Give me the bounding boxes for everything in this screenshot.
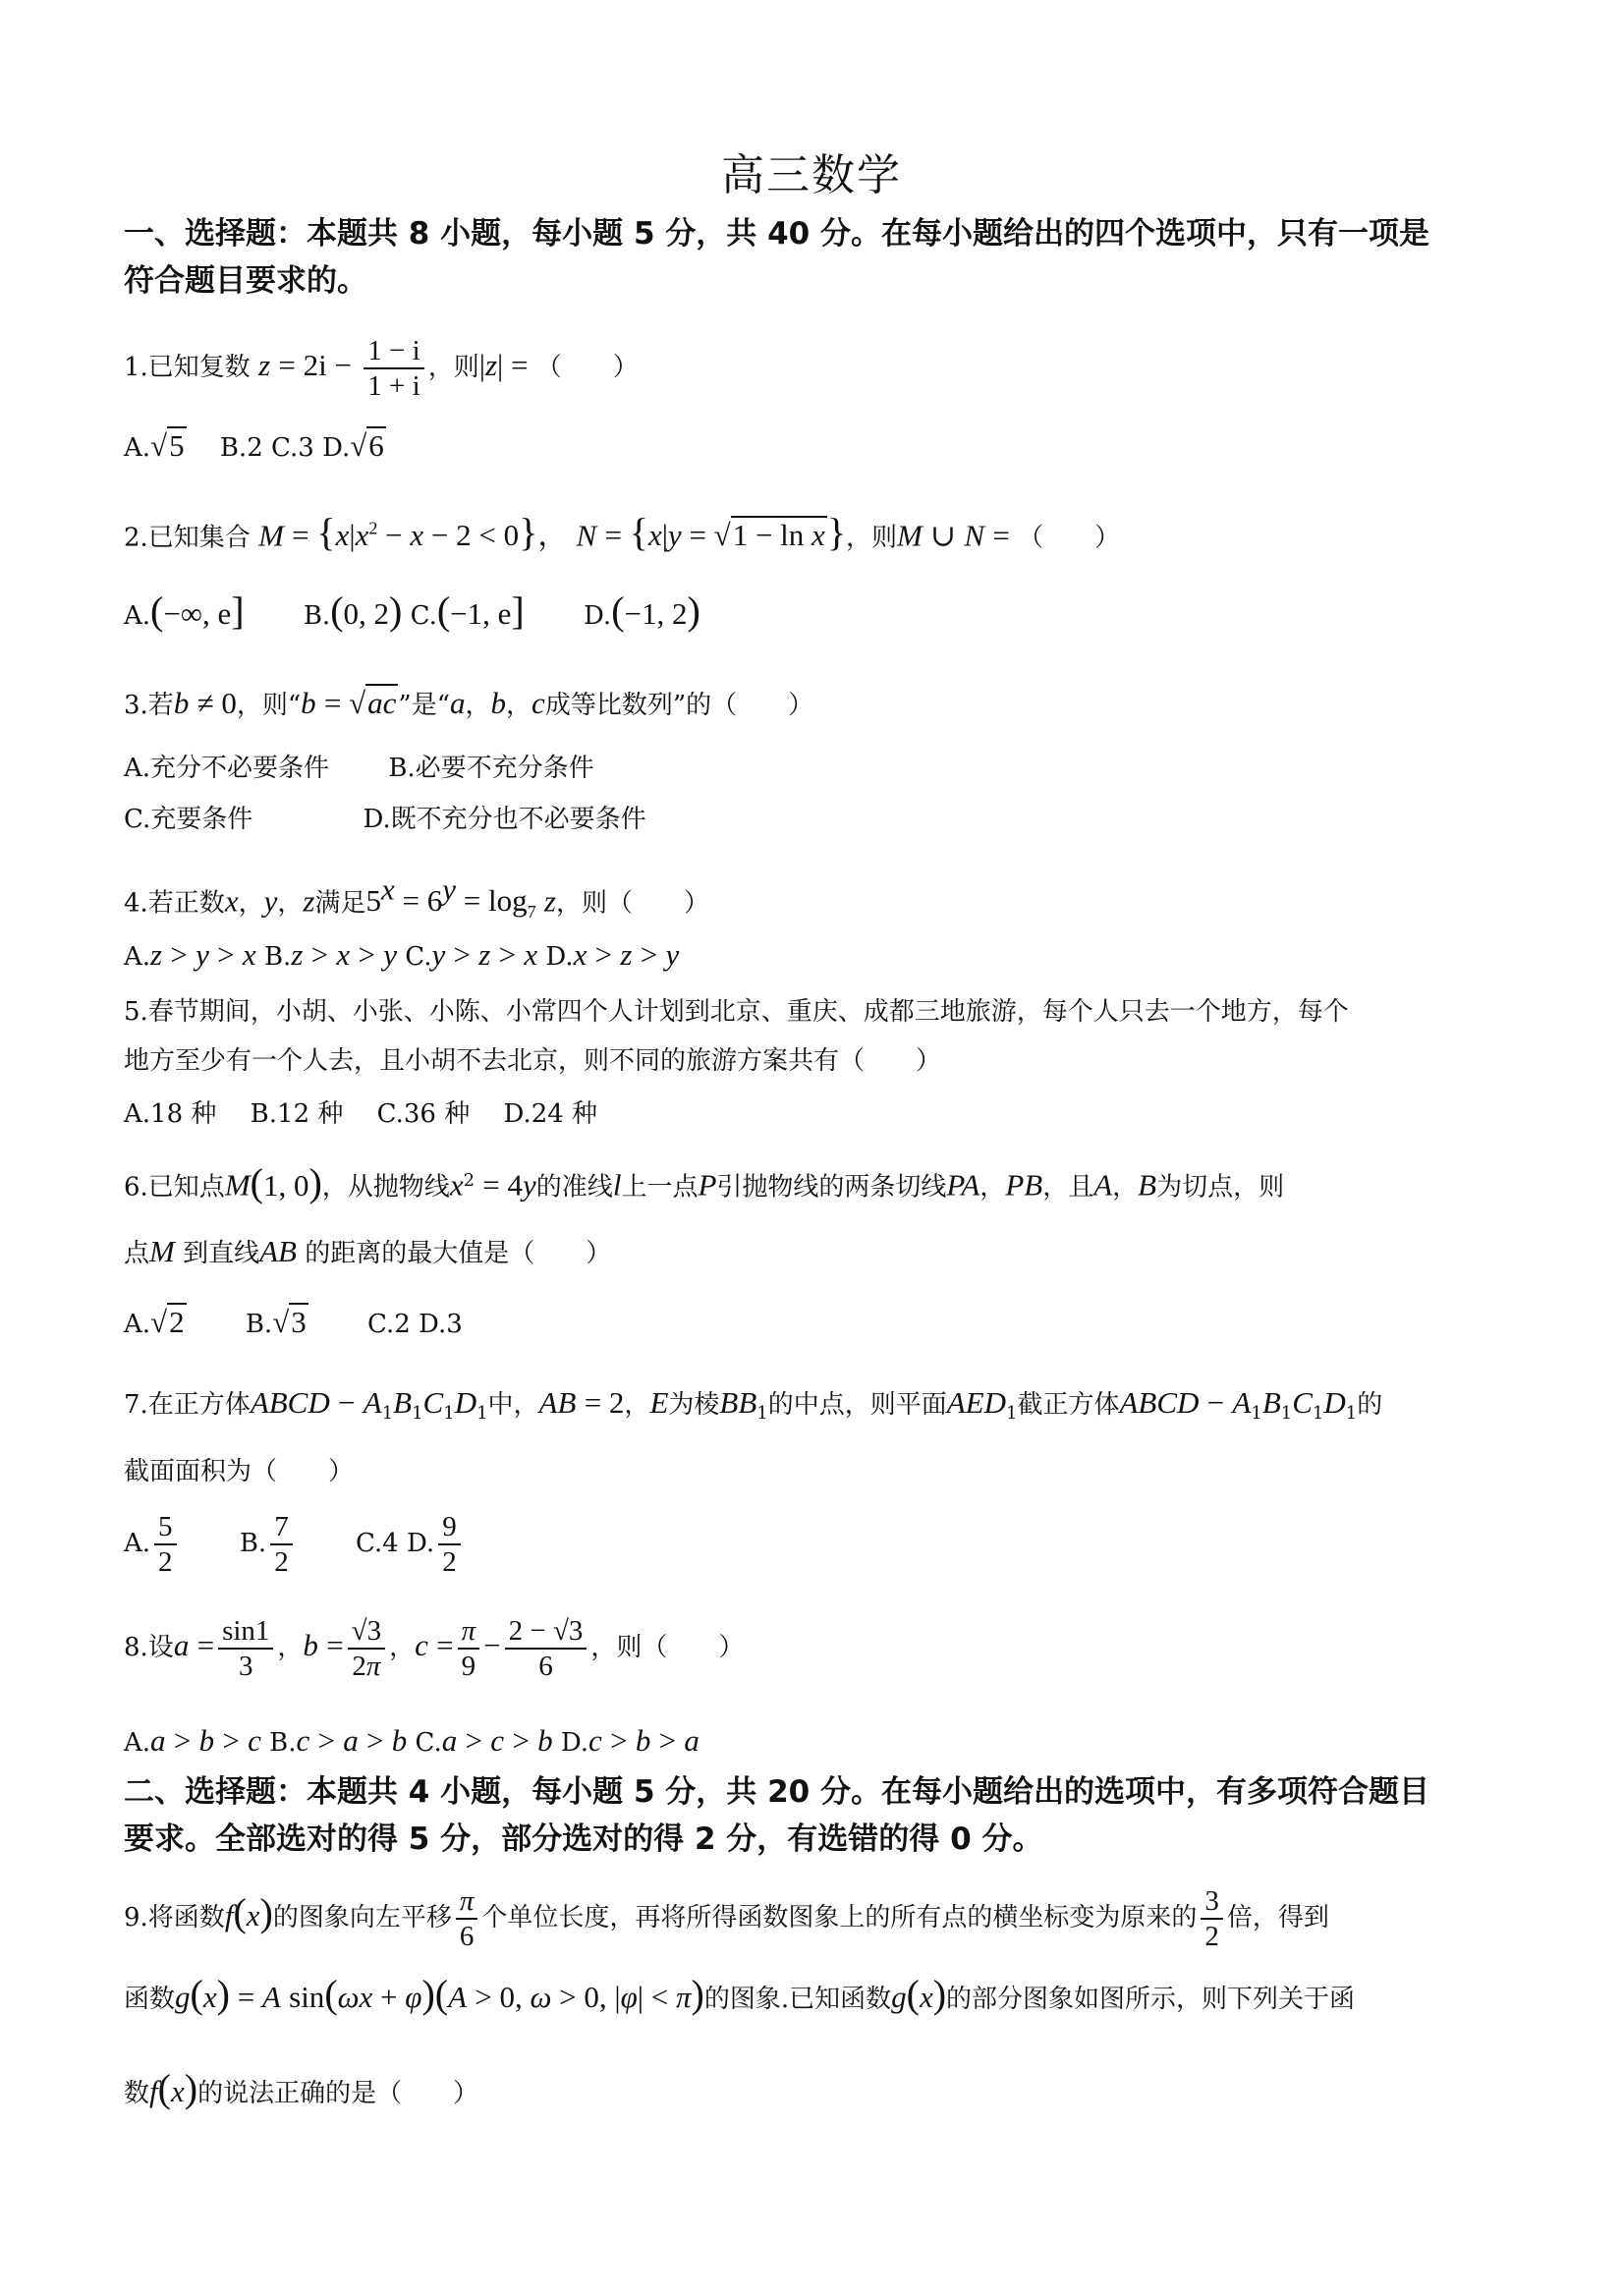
q6-choice-a: A. xyxy=(124,1310,151,1339)
q7-prefix: 7.在正方体 xyxy=(124,1390,251,1420)
question-7-line1: 7.在正方体ABCD − $A_1B_1C_1D_1$中，AB = 2，E为棱$BB_1$的中点，则平面$AED_1$截正方体ABCD − $A_1B_1C_1D_1$的 xyxy=(124,1385,1383,1425)
q8-choice-b: B. xyxy=(269,1728,297,1758)
q6-choice-d: D.3 xyxy=(419,1310,463,1339)
q9-line2a: 函数 xyxy=(124,1985,176,2014)
q9-line3a: 数 xyxy=(124,2079,150,2108)
page-title: 高三数学 xyxy=(721,150,902,200)
q4-choice-b: B. xyxy=(263,942,292,972)
section2-line2: 要求。全部选对的得 5 分，部分选对的得 2 分，有选错的得 0 分。 xyxy=(124,1821,1043,1857)
section2-heading xyxy=(124,1768,1509,1863)
q7-t1: 中， xyxy=(487,1390,539,1420)
q3-choices-row2 xyxy=(124,800,646,839)
question-7-line2: 截面面积为（ ） xyxy=(124,1457,355,1486)
q2-prefix: 2.已知集合 xyxy=(124,523,251,553)
q7-t5: 截正方体 xyxy=(1017,1390,1120,1420)
q2-blank: （ ） xyxy=(1018,523,1121,553)
q6-choices: A.√2 B.√3 C.2 D.3 xyxy=(124,1305,463,1339)
q1-blank: （ ） xyxy=(535,353,639,382)
q9-t2: 个单位长度，再将所得函数图象上的所有点的横坐标变为原来的 xyxy=(481,1903,1198,1932)
q7-choice-b: B. xyxy=(239,1529,267,1558)
q1-choices: A.√5 B.2 C.3 D.√6 xyxy=(124,428,384,463)
q8-choices: A.a > b > c B.c > a > b C.a > c > b D.c > b > a xyxy=(124,1723,700,1758)
q8-choice-d: D. xyxy=(560,1728,589,1758)
q4-prefix: 4.若正数 xyxy=(124,888,225,919)
q4-choice-a: A. xyxy=(124,942,151,972)
q2-choice-d: D. xyxy=(584,601,612,631)
q7-choice-c: C.4 xyxy=(355,1529,399,1558)
q7-t4: 的中点，则平面 xyxy=(767,1390,947,1420)
q6-line2b: 到直线 xyxy=(183,1239,260,1268)
q2-then: ，则 xyxy=(846,523,898,553)
question-5-line2: 地方至少有一个人去，且小胡不去北京，则不同的旅游方案共有（ ） xyxy=(124,1046,942,1076)
q6-t5: ，且 xyxy=(1042,1172,1094,1203)
section2-line1: 二、选择题：本题共 4 小题，每小题 5 分，共 20 分。在每小题给出的选项中，有多项符合题目 xyxy=(124,1774,1430,1810)
q1-prefix: 1.已知复数 xyxy=(124,353,251,382)
question-2: 2.已知集合 $M = \{x|x^2 - x - 2 < 0\}$， N = {x|y = √1 − ln x}，则M ∪ N = （ ） xyxy=(124,510,1121,555)
question-9-line1: 9.将函数f(x)的图象向左平移 $\frac{\pi}{6}$ 个单位长度，再将所得函数图象上的所有点的横坐标变为原来的 $\frac{3}{2}$ 倍，得到 xyxy=(124,1885,1329,1952)
q3-choice-c: C.充要条件 xyxy=(124,805,253,834)
q4-choices: A.z > y > x B.z > x > y C.y > z > x D.x > z > y xyxy=(124,937,680,972)
q6-line2c: 的距离的最大值是（ ） xyxy=(305,1239,612,1268)
q5-choice-d: D.24 种 xyxy=(503,1099,598,1129)
q6-line2a: 点 xyxy=(124,1239,150,1268)
q7-t6: 的 xyxy=(1357,1390,1383,1420)
q2-choice-c: C. xyxy=(410,601,437,631)
q6-t1: ，从抛物线 xyxy=(321,1172,450,1203)
question-9-line2: 函数g(x) = A sin(ωx + φ)(A > 0, ω > 0, |φ| < π)的图象.已知函数g(x)的部分图象如图所示，则下列关于函 xyxy=(124,1972,1356,2016)
q3-choice-d: D.既不充分也不必要条件 xyxy=(363,805,646,834)
q5-choice-b: B.12 种 xyxy=(250,1099,344,1129)
q4-choice-c: C. xyxy=(405,942,432,972)
q9-t3: 倍，得到 xyxy=(1226,1903,1329,1932)
q5-choice-a: A.18 种 xyxy=(124,1099,217,1129)
question-6-line2: 点M 到直线AB 的距离的最大值是（ ） xyxy=(124,1234,612,1268)
q2-choice-b: B. xyxy=(303,601,331,631)
q2-choice-a: A. xyxy=(124,601,151,631)
q8-prefix: 8.设 xyxy=(124,1633,174,1662)
q7-choice-d: D. xyxy=(407,1529,435,1558)
q5-choices xyxy=(124,1094,597,1134)
question-8: 8.设a = $\frac{\sin 1}{3}$ ，b = $\frac{√3}{2\pi}$ ，c = $\frac{\pi}{9}$ − $\frac{2 - √3}{6}$ ，则（ ） xyxy=(124,1615,745,1682)
q3-prefix: 3.若 xyxy=(124,691,174,720)
question-5-line1: 5.春节期间，小胡、小张、小陈、小常四个人计划到北京、重庆、成都三地旅游，每个人只去一个地方，每个 xyxy=(124,997,1349,1027)
q8-then: ，则（ ） xyxy=(590,1633,745,1662)
section1-heading xyxy=(124,210,1509,305)
q4-then: ，则（ ） xyxy=(555,888,709,919)
q6-t6: 为切点，则 xyxy=(1156,1172,1285,1203)
q7-choices: A. $\frac{5}{2}$ B. $\frac{7}{2}$ C.4 D. $\frac{9}{2}$ xyxy=(124,1509,465,1579)
q6-t4: 引抛物线的两条切线 xyxy=(716,1172,947,1203)
q3-choice-b: B.必要不充分条件 xyxy=(388,754,594,783)
q6-t3: 上一点 xyxy=(621,1172,699,1203)
section1-line2: 符合题目要求的。 xyxy=(124,263,367,299)
q6-prefix: 6.已知点 xyxy=(124,1172,225,1203)
q9-t1: 的图象向左平移 xyxy=(272,1903,452,1932)
q1-choice-a: A. xyxy=(124,433,151,463)
q9-line3b: 的说法正确的是（ ） xyxy=(197,2079,479,2108)
section1-line1: 一、选择题：本题共 8 小题，每小题 5 分，共 40 分。在每小题给出的四个选项中，只有一项是 xyxy=(124,216,1430,252)
q6-choice-b: B. xyxy=(245,1310,273,1339)
q1-choice-b: B.2 xyxy=(219,433,263,463)
q3-choices-row1 xyxy=(124,749,594,788)
q3-text: 是“ xyxy=(411,691,451,720)
q6-t2: 的准线 xyxy=(535,1172,613,1203)
q8-choice-a: A. xyxy=(124,1728,151,1758)
q7-choice-a: A. xyxy=(124,1529,151,1558)
q3-choice-a: A.充分不必要条件 xyxy=(124,754,330,783)
question-1: 1.已知复数 z = 2i − $\frac{1 - i}{1 + i}$ ，则|z| = （ ） xyxy=(124,335,639,402)
question-3: 3.若b ≠ 0，则“b = √ac”是“a，b，c成等比数列”的（ ） xyxy=(124,686,814,720)
q3-end: 成等比数列”的（ ） xyxy=(544,691,814,720)
q1-choice-c: C.3 xyxy=(271,433,314,463)
q2-choices: A.(−∞, e] B.(0, 2) C.(−1, e] D.(−1, 2) xyxy=(124,588,700,633)
question-6-line1: 6.已知点M(1, 0)，从抛物线$x^2 = 4y$的准线l上一点P引抛物线的两条切线PA，PB，且A，B为切点，则 xyxy=(124,1159,1285,1204)
q1-choice-d: D. xyxy=(322,433,351,463)
question-9-line3: 数f(x)的说法正确的是（ ） xyxy=(124,2066,479,2110)
q6-choice-c: C.2 xyxy=(366,1310,411,1339)
q4-choice-d: D. xyxy=(545,942,574,972)
q4-mid: 满足 xyxy=(314,888,366,919)
q9-line2c: 的部分图象如图所示，则下列关于函 xyxy=(946,1985,1356,2014)
q1-then: ，则 xyxy=(427,353,479,382)
question-4: 4.若正数x，y，z满足$5^x = 6^y = \log_7 z$，则（ ） xyxy=(124,872,709,923)
q7-t3: 为棱 xyxy=(668,1390,720,1420)
q7-t2: ， xyxy=(624,1390,650,1420)
q8-choice-c: C. xyxy=(415,1728,442,1758)
q9-prefix: 9.将函数 xyxy=(124,1903,225,1932)
q9-line2b: 的图象.已知函数 xyxy=(703,1985,892,2014)
q5-choice-c: C.36 种 xyxy=(376,1099,471,1129)
